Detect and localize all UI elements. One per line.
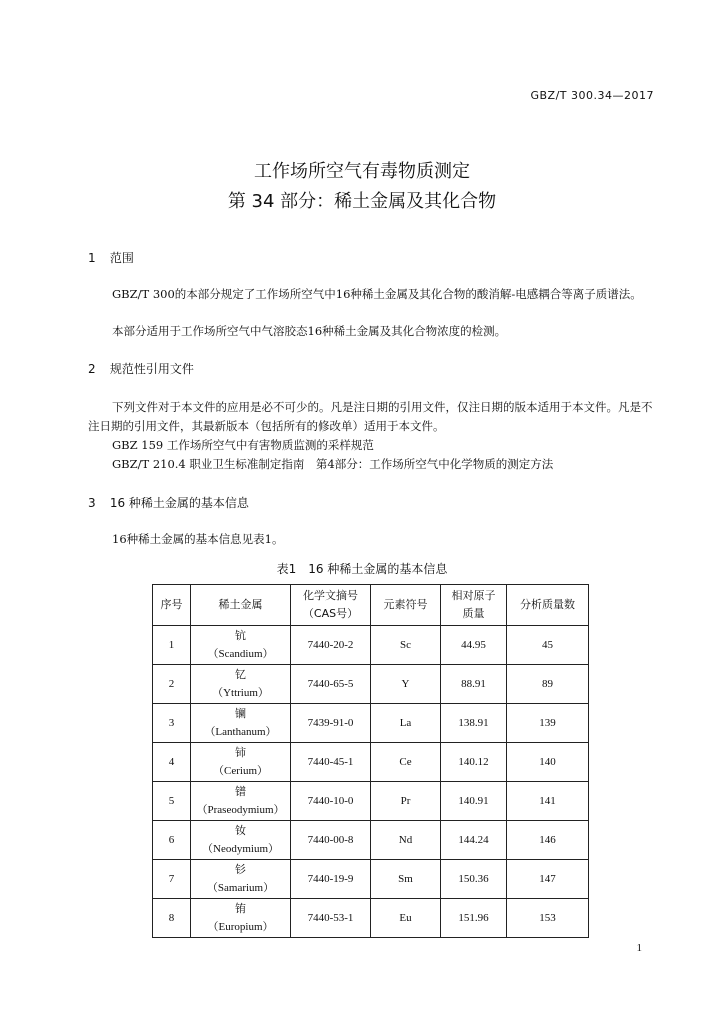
cell-mass: 138.91 [441, 704, 507, 743]
metal-chinese-name: 镨 [235, 786, 246, 798]
cell-massnum: 89 [507, 665, 589, 704]
header-mass [441, 585, 507, 626]
cell-symbol: Sc [371, 626, 441, 665]
cell-mass: 140.91 [441, 782, 507, 821]
cell-cas: 7440-10-0 [291, 782, 371, 821]
table-row [153, 899, 589, 938]
cell-no: 2 [153, 665, 191, 704]
header-cas-line1: 化学文摘号 [303, 589, 358, 602]
table-row [153, 665, 589, 704]
scope-paragraph-1: GBZ/T 300的本部分规定了工作场所空气中16种稀土金属及其化合物的酸消解-电感耦合等离子质谱法。 [112, 287, 642, 301]
scope-paragraph-2: 本部分适用于工作场所空气中气溶胶态16种稀土金属及其化合物浓度的检测。 [112, 324, 507, 338]
cell-metal [191, 743, 291, 782]
page-number: 1 [636, 942, 642, 954]
metal-english-name: （Yttrium） [212, 687, 269, 699]
cell-cas: 7440-53-1 [291, 899, 371, 938]
document-subtitle: 第 34 部分：稀土金属及其化合物 [227, 191, 497, 212]
header-mass-line1: 相对原子 [451, 589, 496, 602]
cell-symbol: Y [371, 665, 441, 704]
table-header-row [153, 585, 589, 626]
metal-english-name: （Scandium） [207, 648, 274, 660]
reference-item: GBZ/T 210.4 职业卫生标准制定指南 第4部分：工作场所空气中化学物质的测定方法 [112, 457, 554, 471]
cell-metal [191, 821, 291, 860]
reference-item: GBZ 159 工作场所空气中有害物质监测的采样规范 [112, 438, 374, 452]
cell-mass: 150.36 [441, 860, 507, 899]
metal-chinese-name: 钐 [235, 864, 246, 876]
cell-massnum: 147 [507, 860, 589, 899]
table-row [153, 704, 589, 743]
cell-massnum: 141 [507, 782, 589, 821]
cell-no: 5 [153, 782, 191, 821]
cell-metal [191, 665, 291, 704]
cell-symbol: Pr [371, 782, 441, 821]
table-row [153, 626, 589, 665]
table-row [153, 860, 589, 899]
section-number: 3 [88, 496, 96, 510]
cell-mass: 144.24 [441, 821, 507, 860]
cell-no: 6 [153, 821, 191, 860]
metal-english-name: （Europium） [207, 921, 274, 933]
section-number: 1 [88, 251, 96, 265]
cell-symbol: Eu [371, 899, 441, 938]
section-number: 2 [88, 362, 96, 376]
standard-code: GBZ/T 300.34—2017 [530, 89, 654, 102]
metal-chinese-name: 钪 [235, 630, 246, 642]
cell-cas: 7440-19-9 [291, 860, 371, 899]
metal-chinese-name: 钕 [235, 825, 246, 837]
basic-info-paragraph: 16种稀土金属的基本信息见表1。 [112, 532, 284, 546]
cell-metal [191, 899, 291, 938]
header-cas [291, 585, 371, 626]
cell-metal [191, 860, 291, 899]
cell-cas: 7440-20-2 [291, 626, 371, 665]
table-caption: 表1 16 种稀土金属的基本信息 [276, 562, 448, 576]
cell-no: 3 [153, 704, 191, 743]
cell-symbol: La [371, 704, 441, 743]
cell-symbol: Ce [371, 743, 441, 782]
table-body [153, 626, 589, 938]
cell-mass: 140.12 [441, 743, 507, 782]
cell-metal [191, 782, 291, 821]
rare-earth-table [152, 584, 589, 938]
cell-symbol: Sm [371, 860, 441, 899]
metal-chinese-name: 钇 [235, 669, 246, 681]
cell-cas: 7439-91-0 [291, 704, 371, 743]
cell-massnum: 140 [507, 743, 589, 782]
header-massnum: 分析质量数 [507, 585, 589, 626]
header-symbol: 元素符号 [371, 585, 441, 626]
metal-english-name: （Lanthanum） [204, 726, 277, 738]
metal-english-name: （Cerium） [213, 765, 268, 777]
metal-english-name: （Samarium） [206, 882, 275, 894]
metal-chinese-name: 铕 [235, 903, 246, 915]
cell-mass: 44.95 [441, 626, 507, 665]
cell-massnum: 45 [507, 626, 589, 665]
cell-no: 7 [153, 860, 191, 899]
cell-metal [191, 704, 291, 743]
section-heading-normative-refs [88, 360, 194, 377]
section-heading-basic-info [88, 494, 249, 511]
cell-no: 8 [153, 899, 191, 938]
cell-no: 1 [153, 626, 191, 665]
cell-mass: 88.91 [441, 665, 507, 704]
header-cas-line2: （CAS号） [302, 607, 359, 620]
table-row [153, 782, 589, 821]
document-title: 工作场所空气有毒物质测定 [254, 161, 470, 182]
table-row [153, 821, 589, 860]
section-heading-scope [88, 249, 134, 266]
cell-cas: 7440-65-5 [291, 665, 371, 704]
section-title: 规范性引用文件 [109, 362, 194, 376]
header-metal: 稀土金属 [191, 585, 291, 626]
cell-cas: 7440-45-1 [291, 743, 371, 782]
cell-massnum: 146 [507, 821, 589, 860]
section-title: 16 种稀土金属的基本信息 [109, 496, 249, 510]
table-row [153, 743, 589, 782]
cell-mass: 151.96 [441, 899, 507, 938]
refs-paragraph: 下列文件对于本文件的应用是必不可少的。凡是注日期的引用文件，仅注日期的版本适用于本文件。凡是不注日期的引用文件，其最新版本（包括所有的修改单）适用于本文件。 [88, 400, 653, 433]
cell-massnum: 153 [507, 899, 589, 938]
metal-english-name: （Praseodymium） [196, 804, 285, 816]
header-mass-line2: 质量 [462, 607, 485, 620]
section-title: 范围 [109, 251, 134, 265]
header-no: 序号 [153, 585, 191, 626]
metal-english-name: （Neodymium） [202, 843, 279, 855]
cell-cas: 7440-00-8 [291, 821, 371, 860]
cell-no: 4 [153, 743, 191, 782]
metal-chinese-name: 铈 [235, 747, 246, 759]
cell-symbol: Nd [371, 821, 441, 860]
cell-metal [191, 626, 291, 665]
cell-massnum: 139 [507, 704, 589, 743]
metal-chinese-name: 镧 [235, 708, 246, 720]
